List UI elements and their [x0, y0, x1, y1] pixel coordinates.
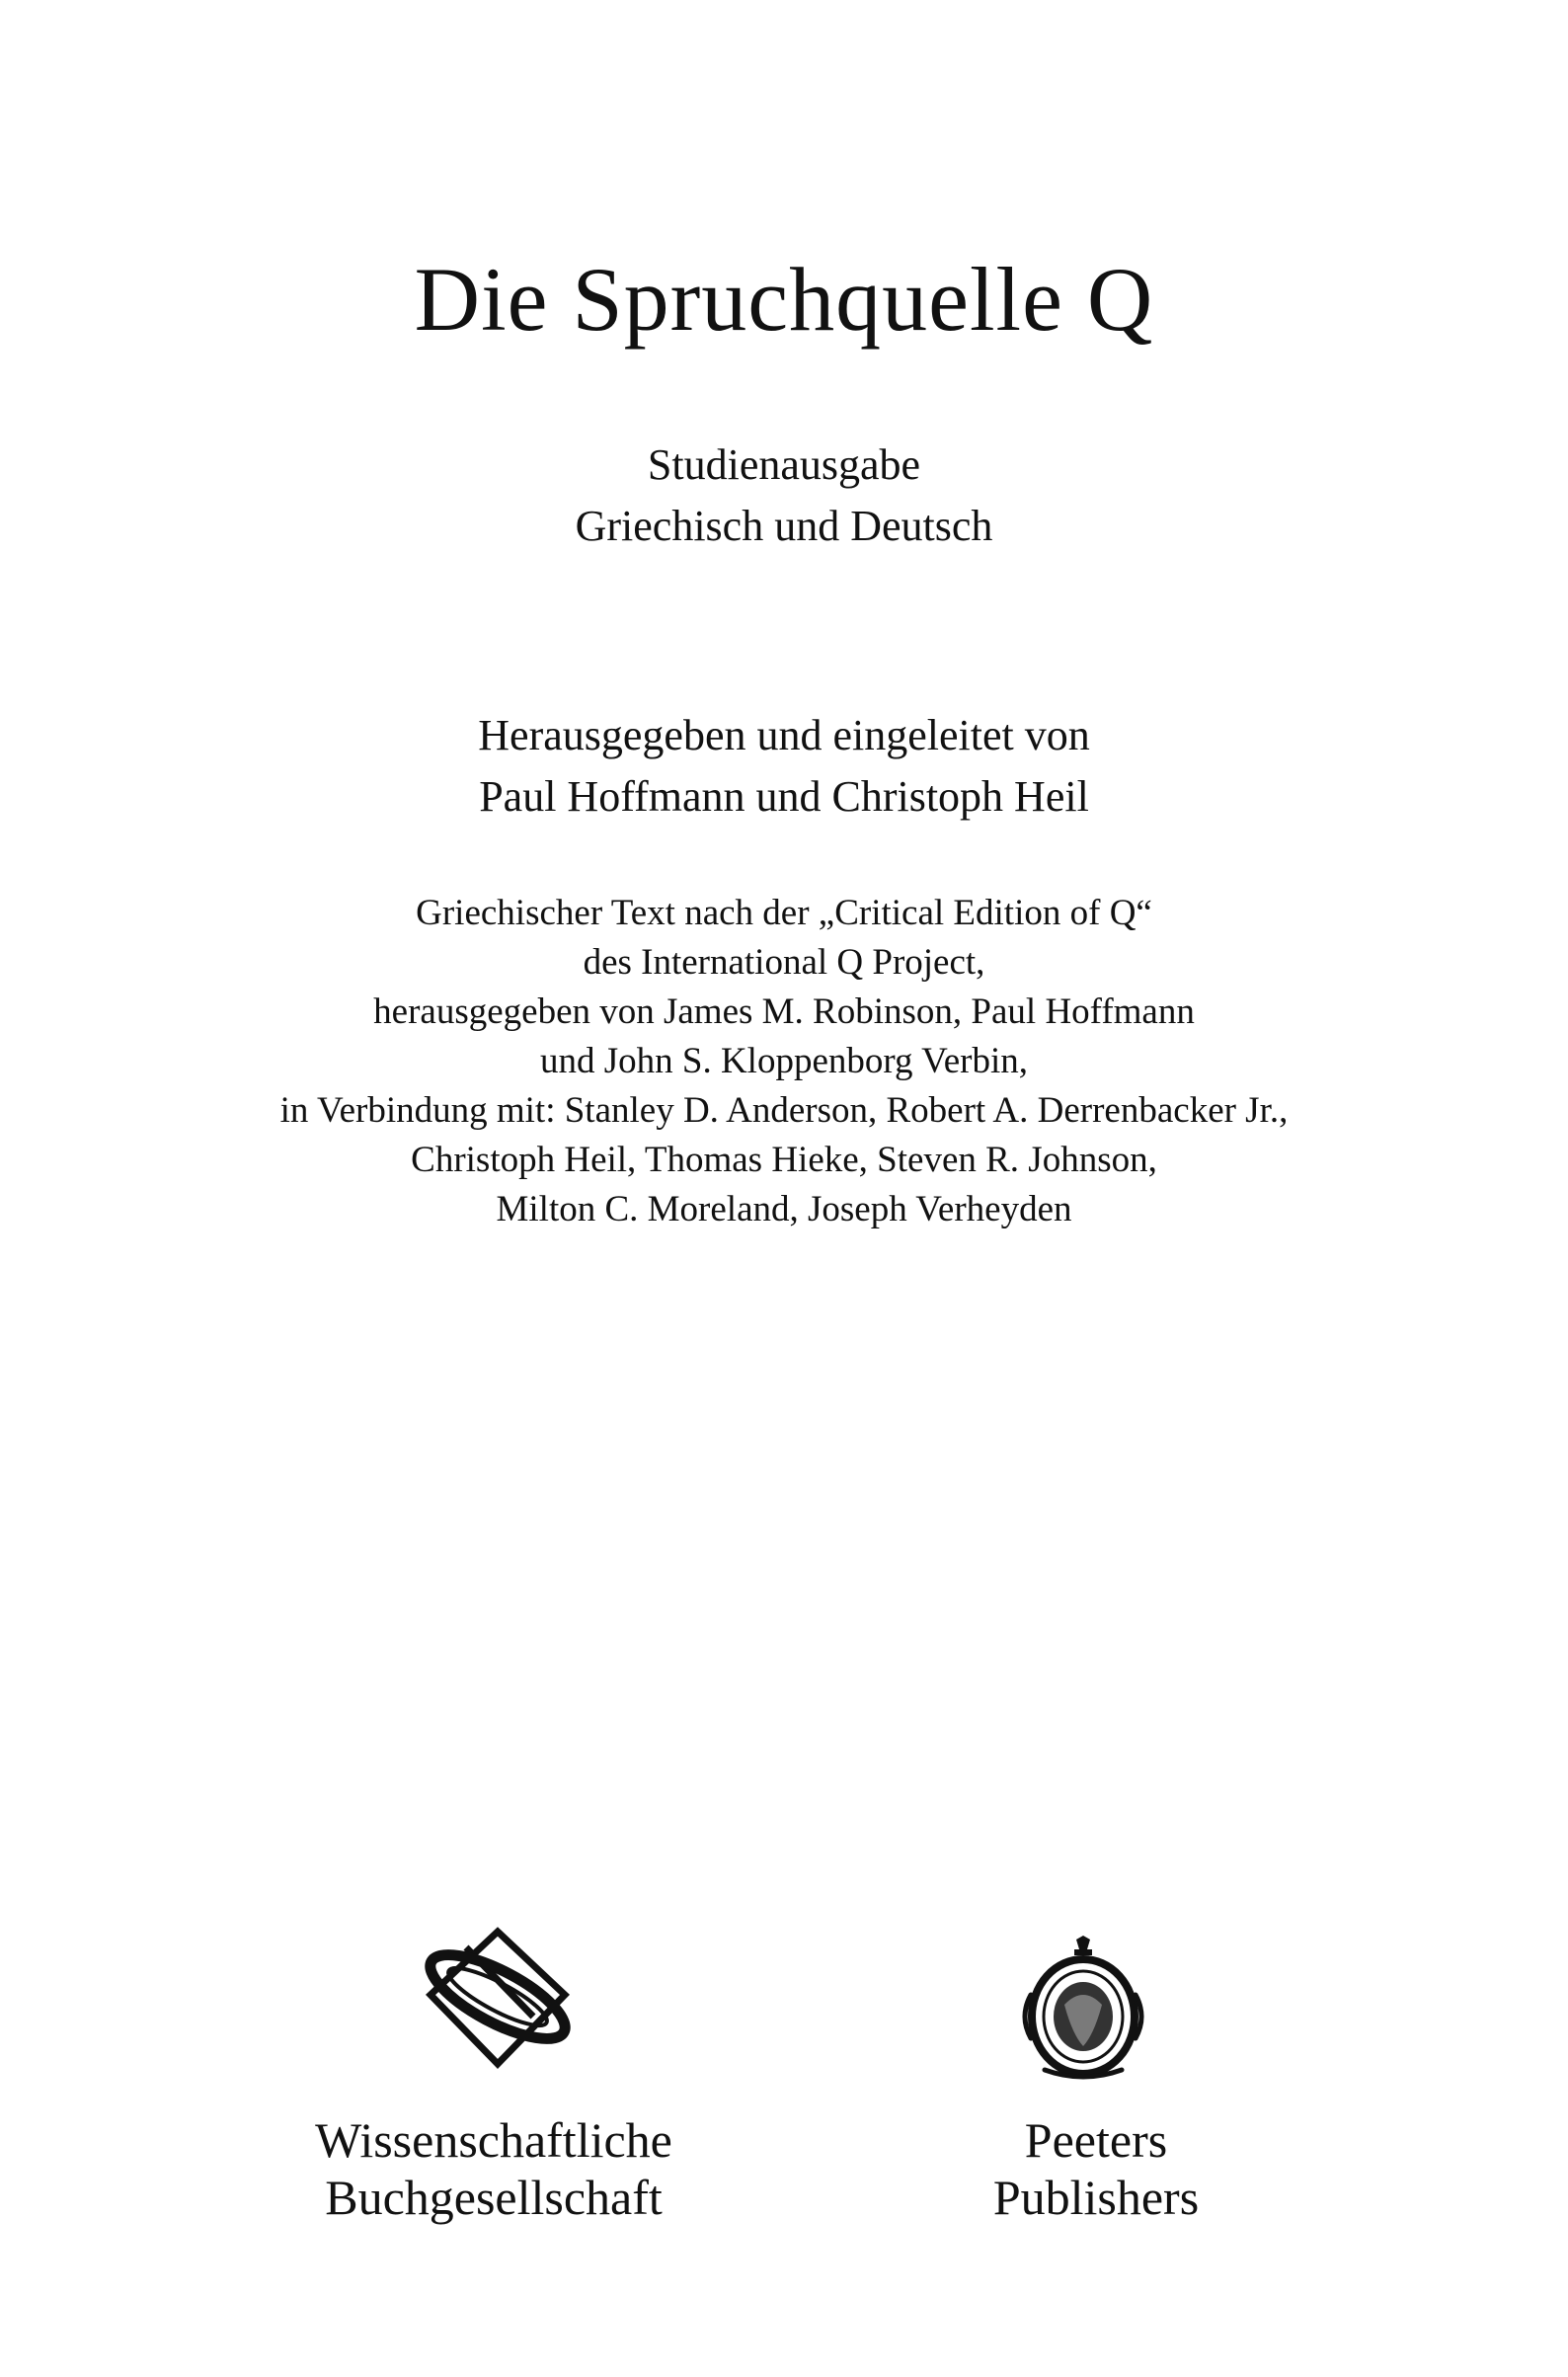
peeters-seal-icon: [1015, 1936, 1151, 2082]
editors-line: Herausgegeben und eingeleitet von: [478, 711, 1090, 759]
credits-line: Griechischer Text nach der „Critical Edition of Q“: [416, 893, 1152, 933]
publisher-peeters: [889, 2111, 1303, 2226]
wbg-logo-icon: [417, 1926, 579, 2074]
publisher-line: Wissenschaftliche: [315, 2112, 672, 2168]
credits-line: Milton C. Moreland, Joseph Verheyden: [496, 1189, 1072, 1229]
book-title: Die Spruchquelle Q: [414, 249, 1154, 350]
credits-line: des International Q Project,: [583, 942, 985, 983]
editors-block: [0, 705, 1568, 828]
credits-line: und John S. Kloppenborg Verbin,: [539, 1041, 1029, 1081]
publisher-wbg: [257, 2111, 731, 2226]
publisher-line: Buchgesellschaft: [325, 2170, 663, 2225]
publisher-line: Peeters: [1024, 2112, 1168, 2168]
credits-line: Christoph Heil, Thomas Hieke, Steven R. Johnson,: [411, 1140, 1157, 1180]
subtitle-line: Studienausgabe: [647, 440, 921, 489]
editors-line: Paul Hoffmann und Christoph Heil: [479, 772, 1089, 821]
credits-line: in Verbindung mit: Stanley D. Anderson, Robert A. Derrenbacker Jr.,: [279, 1090, 1289, 1131]
subtitle-block: [0, 435, 1568, 557]
subtitle-line: Griechisch und Deutsch: [575, 502, 993, 550]
credits-block: [0, 889, 1568, 1234]
publisher-line: Publishers: [992, 2170, 1200, 2225]
credits-line: herausgegeben von James M. Robinson, Paul Hoffmann: [373, 991, 1195, 1032]
